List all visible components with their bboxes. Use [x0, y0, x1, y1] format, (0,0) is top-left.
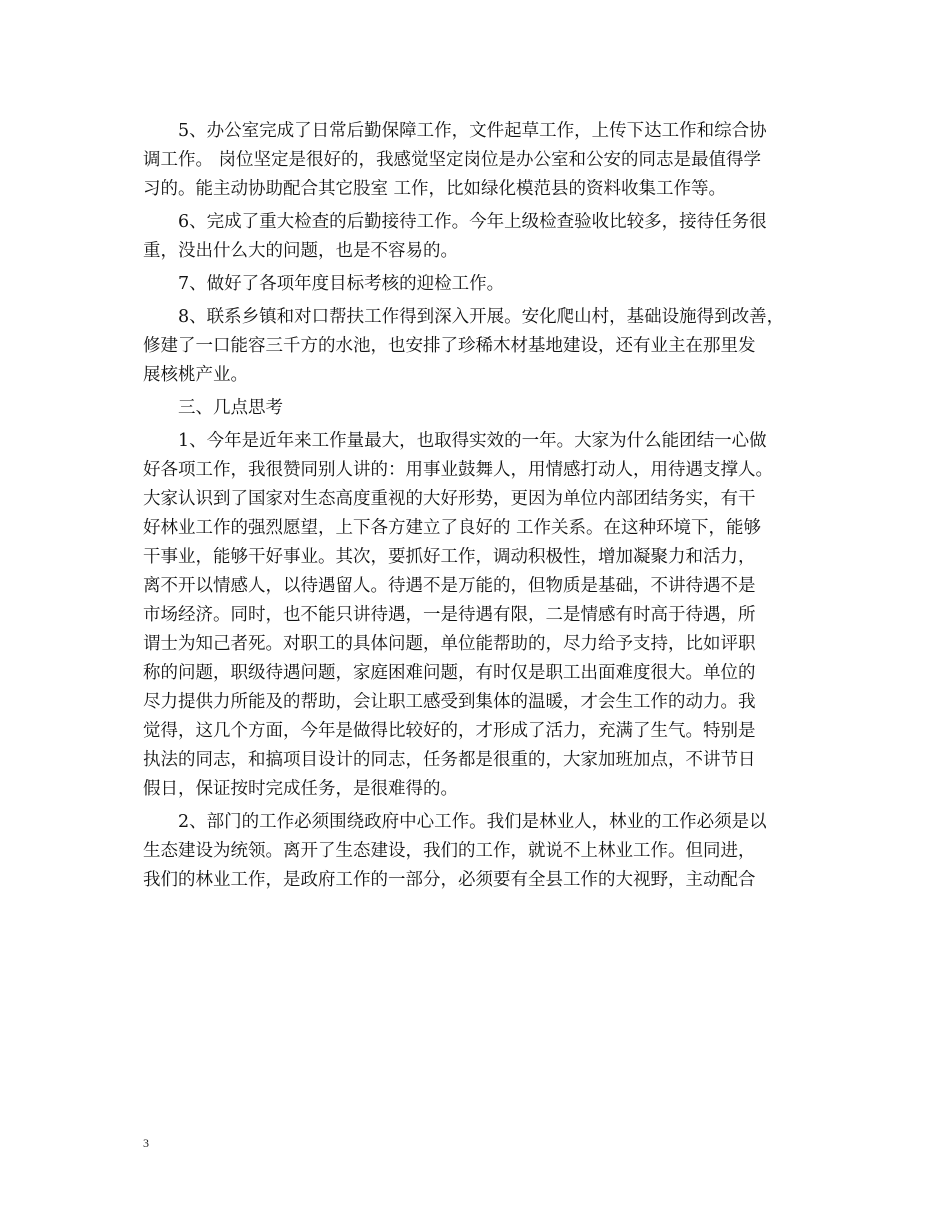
paragraph-line: 重，没出什么大的问题，也是不容易的。	[143, 241, 458, 261]
paragraph-line: 习的。能主动协助配合其它股室 工作，比如绿化模范县的资料收集工作等。	[143, 179, 727, 199]
paragraph-line: 称的问题，职级待遇问题，家庭困难问题，有时仅是职工出面难度很大。单位的	[143, 663, 756, 683]
paragraph-line: 5、办公室完成了日常后勤保障工作，文件起草工作，上传下达工作和综合协	[178, 121, 767, 141]
paragraph-line: 调工作。 岗位坚定是很好的，我感觉坚定岗位是办公室和公安的同志是最值得学	[143, 150, 762, 170]
section-heading: 三、几点思考	[178, 398, 283, 418]
paragraph-line: 离不开以情感人，以待遇留人。待遇不是万能的，但物质是基础，不讲待遇不是	[143, 576, 756, 596]
paragraph-line: 好林业工作的强烈愿望，上下各方建立了良好的 工作关系。在这种环境下，能够	[143, 518, 762, 538]
paragraph-line: 大家认识到了国家对生态高度重视的大好形势，更因为单位内部团结务实，有干	[143, 489, 756, 509]
paragraph-line: 2、部门的工作必须围绕政府中心工作。我们是林业人，林业的工作必须是以	[178, 812, 767, 832]
paragraph-line: 生态建设为统领。离开了生态建设，我们的工作，就说不上林业工作。但同进，	[143, 841, 756, 861]
page-number: 3	[143, 1136, 149, 1150]
paragraph-line: 8、联系乡镇和对口帮扶工作得到深入开展。安化爬山村，基础设施得到改善，	[178, 307, 785, 327]
paragraph-line: 假日，保证按时完成任务，是很难得的。	[143, 779, 458, 799]
paragraph-line: 觉得，这几个方面，今年是做得比较好的，才形成了活力，充满了生气。特别是	[143, 721, 756, 741]
paragraph-line: 尽力提供力所能及的帮助，会让职工感受到集体的温暖，才会生工作的动力。我	[143, 692, 756, 712]
paragraph-line: 7、做好了各项年度目标考核的迎检工作。	[178, 274, 505, 294]
paragraph-line: 谓士为知己者死。对职工的具体问题，单位能帮助的，尽力给予支持，比如评职	[143, 634, 756, 654]
paragraph-line: 展核桃产业。	[143, 365, 248, 385]
paragraph-line: 干事业，能够干好事业。其次，要抓好工作，调动积极性，增加凝聚力和活力，	[143, 547, 756, 567]
document-body	[143, 117, 813, 895]
paragraph-line: 6、完成了重大检查的后勤接待工作。今年上级检查验收比较多，接待任务很	[178, 212, 767, 232]
paragraph-line: 我们的林业工作，是政府工作的一部分，必须要有全县工作的大视野，主动配合	[143, 870, 756, 890]
paragraph-line: 好各项工作，我很赞同别人讲的：用事业鼓舞人，用情感打动人，用待遇支撑人。	[143, 460, 773, 480]
paragraph-line: 修建了一口能容三千方的水池，也安排了珍稀木材基地建设，还有业主在那里发	[143, 336, 756, 356]
paragraph-line: 1、今年是近年来工作量最大，也取得实效的一年。大家为什么能团结一心做	[178, 431, 767, 451]
paragraph-line: 执法的同志，和搞项目设计的同志，任务都是很重的，大家加班加点，不讲节日	[143, 750, 756, 770]
paragraph-line: 市场经济。同时，也不能只讲待遇，一是待遇有限，二是情感有时高于待遇，所	[143, 605, 756, 625]
